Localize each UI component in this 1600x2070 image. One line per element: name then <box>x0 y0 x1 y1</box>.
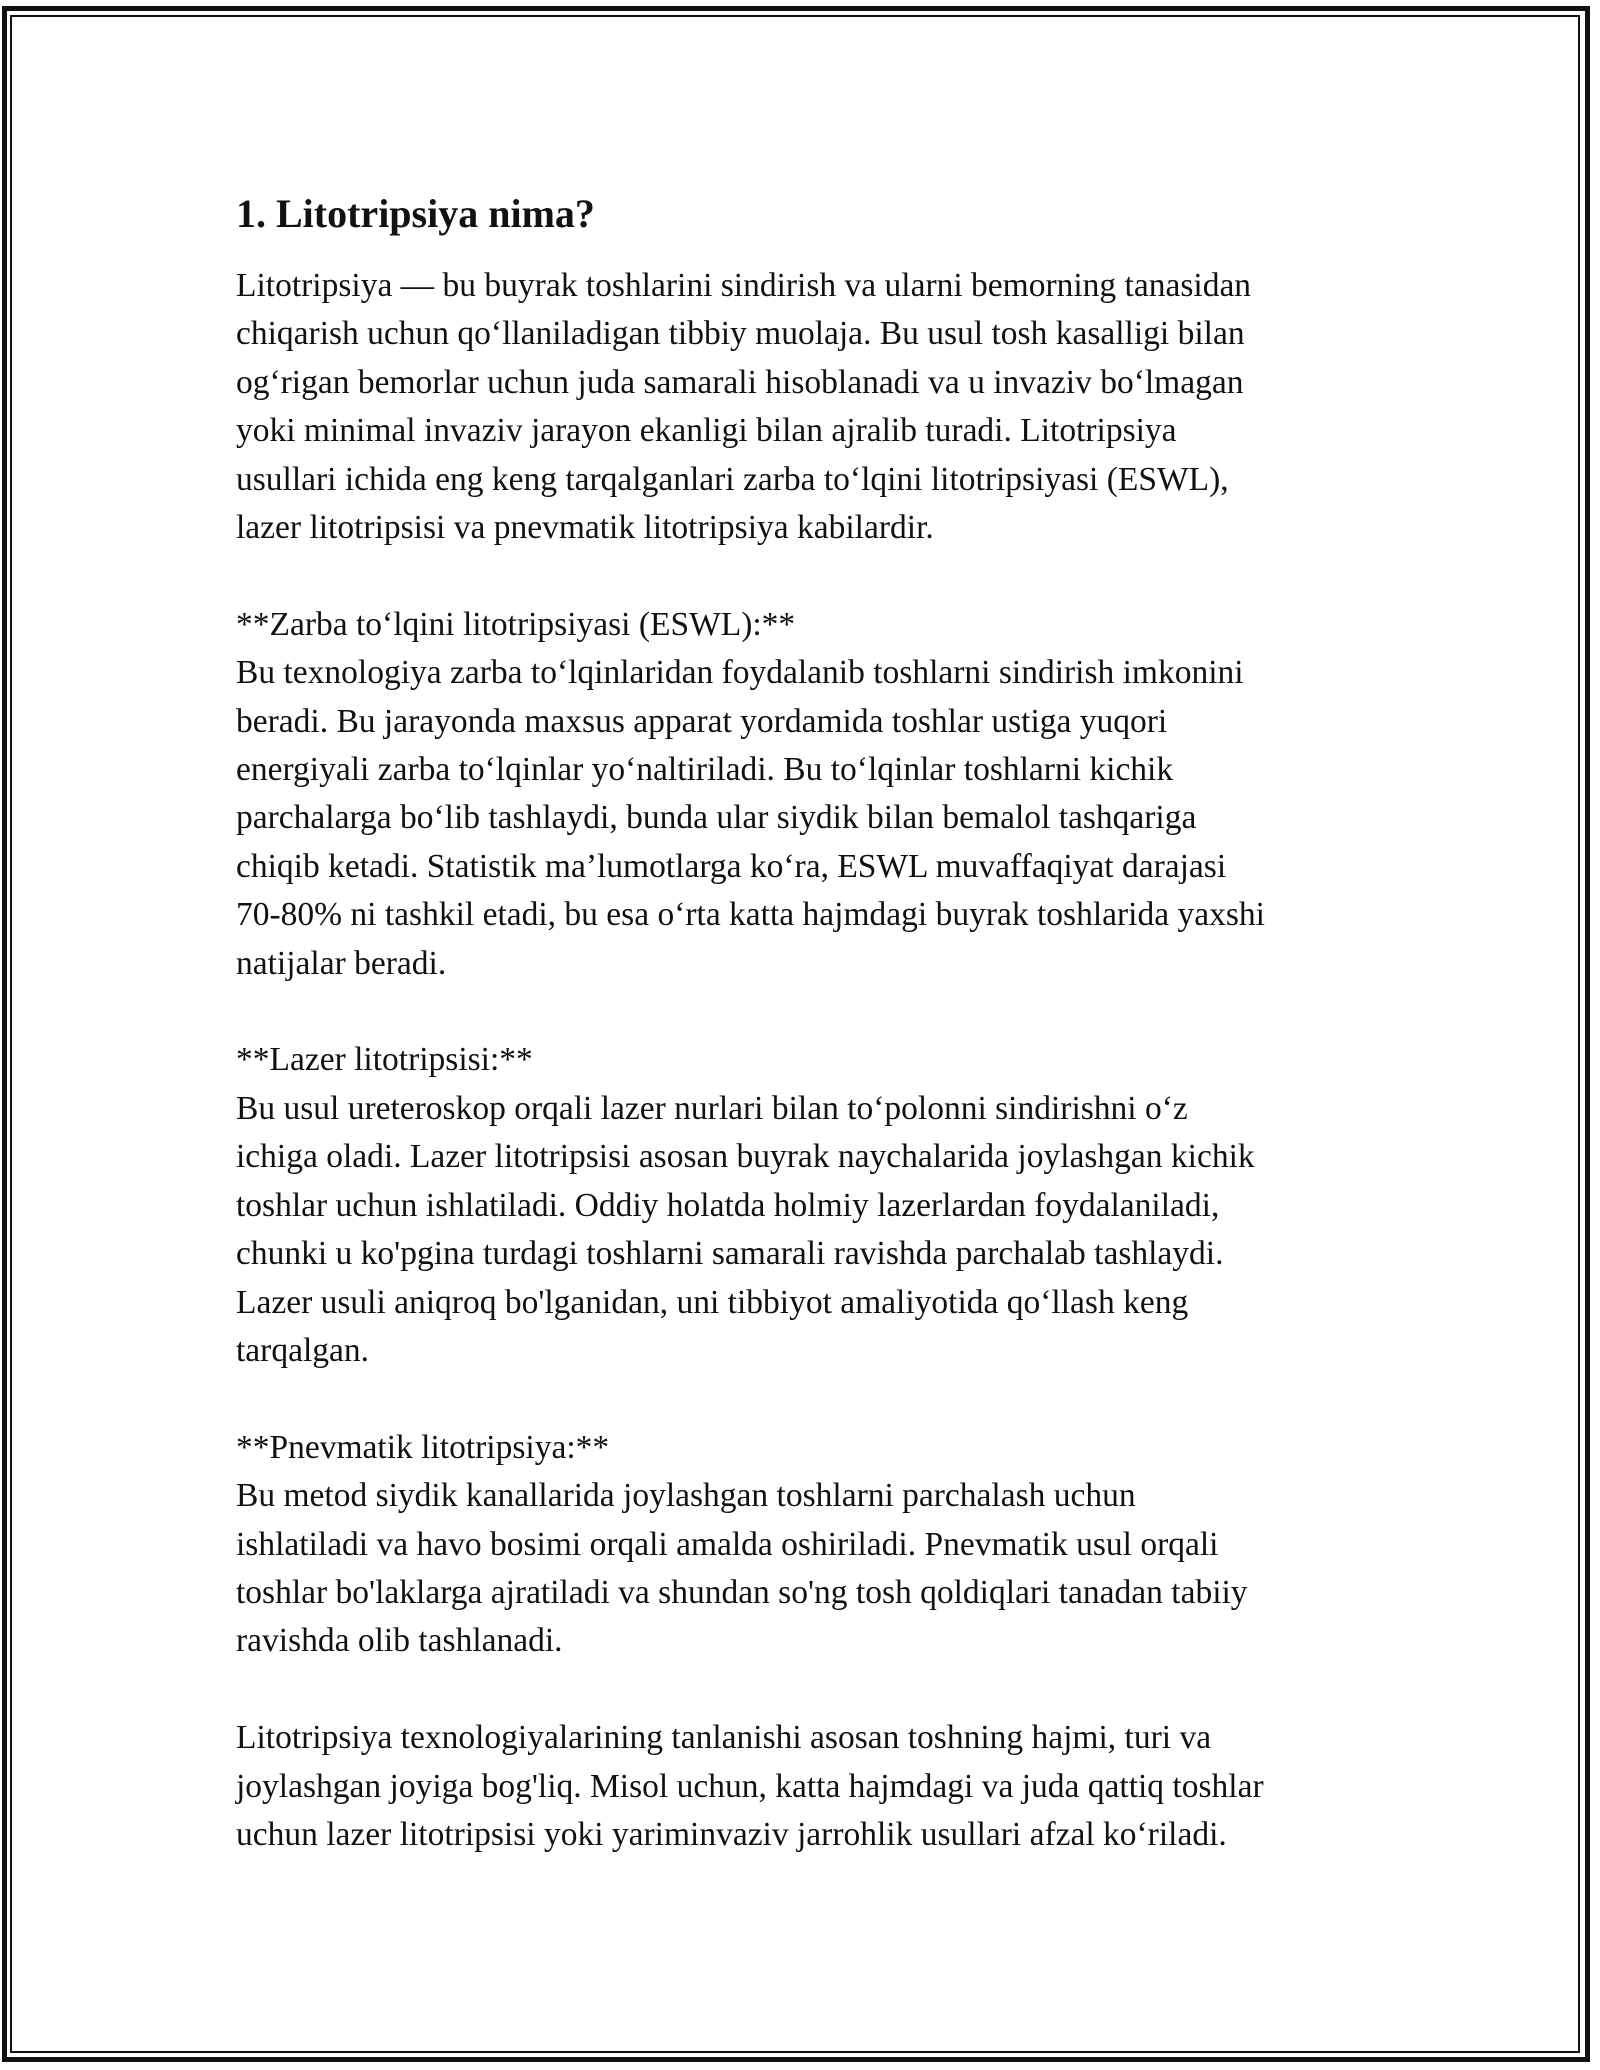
paragraph-line: natijalar beradi. <box>236 944 447 982</box>
pneumatic-section <box>236 1424 1376 1666</box>
paragraph-line: ishlatiladi va havo bosimi orqali amalda oshiriladi. Pnevmatik usul orqali <box>236 1525 1219 1563</box>
paragraph-line: chiqib ketadi. Statistik ma’lumotlarga ko‘ra, ESWL muvaffaqiyat darajasi <box>236 847 1227 885</box>
paragraph-line: chunki u ko'pgina turdagi toshlarni samarali ravishda parchalab tashlaydi. <box>236 1235 1224 1273</box>
paragraph-line: Lazer usuli aniqroq bo'lganidan, uni tibbiyot amaliyotida qo‘llash keng <box>236 1283 1189 1321</box>
pneumatic-section-title: **Pnevmatik litotripsiya:** <box>236 1428 610 1466</box>
paragraph-line: Bu texnologiya zarba to‘lqinlaridan foydalanib toshlarni sindirish imkonini <box>236 654 1244 692</box>
paragraph-line: yoki minimal invaziv jarayon ekanligi bilan ajralib turadi. Litotripsiya <box>236 412 1177 450</box>
paragraph-line: lazer litotripsisi va pnevmatik litotripsiya kabilardir. <box>236 509 934 547</box>
paragraph-line: og‘rigan bemorlar uchun juda samarali hisoblanadi va u invaziv bo‘lmagan <box>236 363 1244 401</box>
paragraph-line: beradi. Bu jarayonda maxsus apparat yordamida toshlar ustiga yuqori <box>236 702 1168 740</box>
paragraph-line: usullari ichida eng keng tarqalganlari zarba to‘lqini litotripsiyasi (ESWL), <box>236 460 1229 498</box>
section-heading: 1. Litotripsiya nima? <box>236 191 595 236</box>
document-body <box>236 186 1376 1908</box>
paragraph-line: toshlar bo'laklarga ajratiladi va shundan so'ng tosh qoldiqlari tanadan tabiiy <box>236 1573 1248 1611</box>
laser-section-title: **Lazer litotripsisi:** <box>236 1041 533 1079</box>
paragraph-line: Litotripsiya — bu buyrak toshlarini sindirish va ularni bemorning tanasidan <box>236 267 1252 304</box>
paragraph-line: parchalarga bo‘lib tashlaydi, bunda ular siydik bilan bemalol tashqariga <box>236 799 1197 837</box>
paragraph-line: chiqarish uchun qo‘llaniladigan tibbiy muolaja. Bu usul tosh kasalligi bilan <box>236 315 1245 353</box>
paragraph-line: energiyali zarba to‘lqinlar yo‘naltiriladi. Bu to‘lqinlar toshlarni kichik <box>236 751 1174 789</box>
eswl-section <box>236 601 1376 988</box>
paragraph-line: 70-80% ni tashkil etadi, bu esa o‘rta katta hajmdagi buyrak toshlarida yaxshi <box>236 896 1265 934</box>
paragraph-line: ichiga oladi. Lazer litotripsisi asosan buyrak naychalarida joylashgan kichik <box>236 1138 1255 1176</box>
paragraph-line: joylashgan joyiga bog'liq. Misol uchun, katta hajmdagi va juda qattiq toshlar <box>236 1767 1264 1805</box>
paragraph-line: toshlar uchun ishlatiladi. Oddiy holatda holmiy lazerlardan foydalaniladi, <box>236 1186 1220 1224</box>
paragraph-line: Bu usul ureteroskop orqali lazer nurlari bilan to‘polonni sindirishni o‘z <box>236 1089 1188 1127</box>
paragraph-line: tarqalgan. <box>236 1331 370 1369</box>
paragraph-line: Litotripsiya texnologiyalarining tanlanishi asosan toshning hajmi, turi va <box>236 1719 1212 1757</box>
intro-paragraph <box>236 262 1376 552</box>
laser-section <box>236 1036 1376 1375</box>
paragraph-line: ravishda olib tashlanadi. <box>236 1622 563 1660</box>
paragraph-line: uchun lazer litotripsisi yoki yariminvaziv jarrohlik usullari afzal ko‘riladi. <box>236 1815 1227 1853</box>
eswl-section-title: **Zarba to‘lqini litotripsiyasi (ESWL):** <box>236 605 796 643</box>
closing-paragraph <box>236 1714 1376 1859</box>
paragraph-line: Bu metod siydik kanallarida joylashgan toshlarni parchalash uchun <box>236 1477 1136 1515</box>
